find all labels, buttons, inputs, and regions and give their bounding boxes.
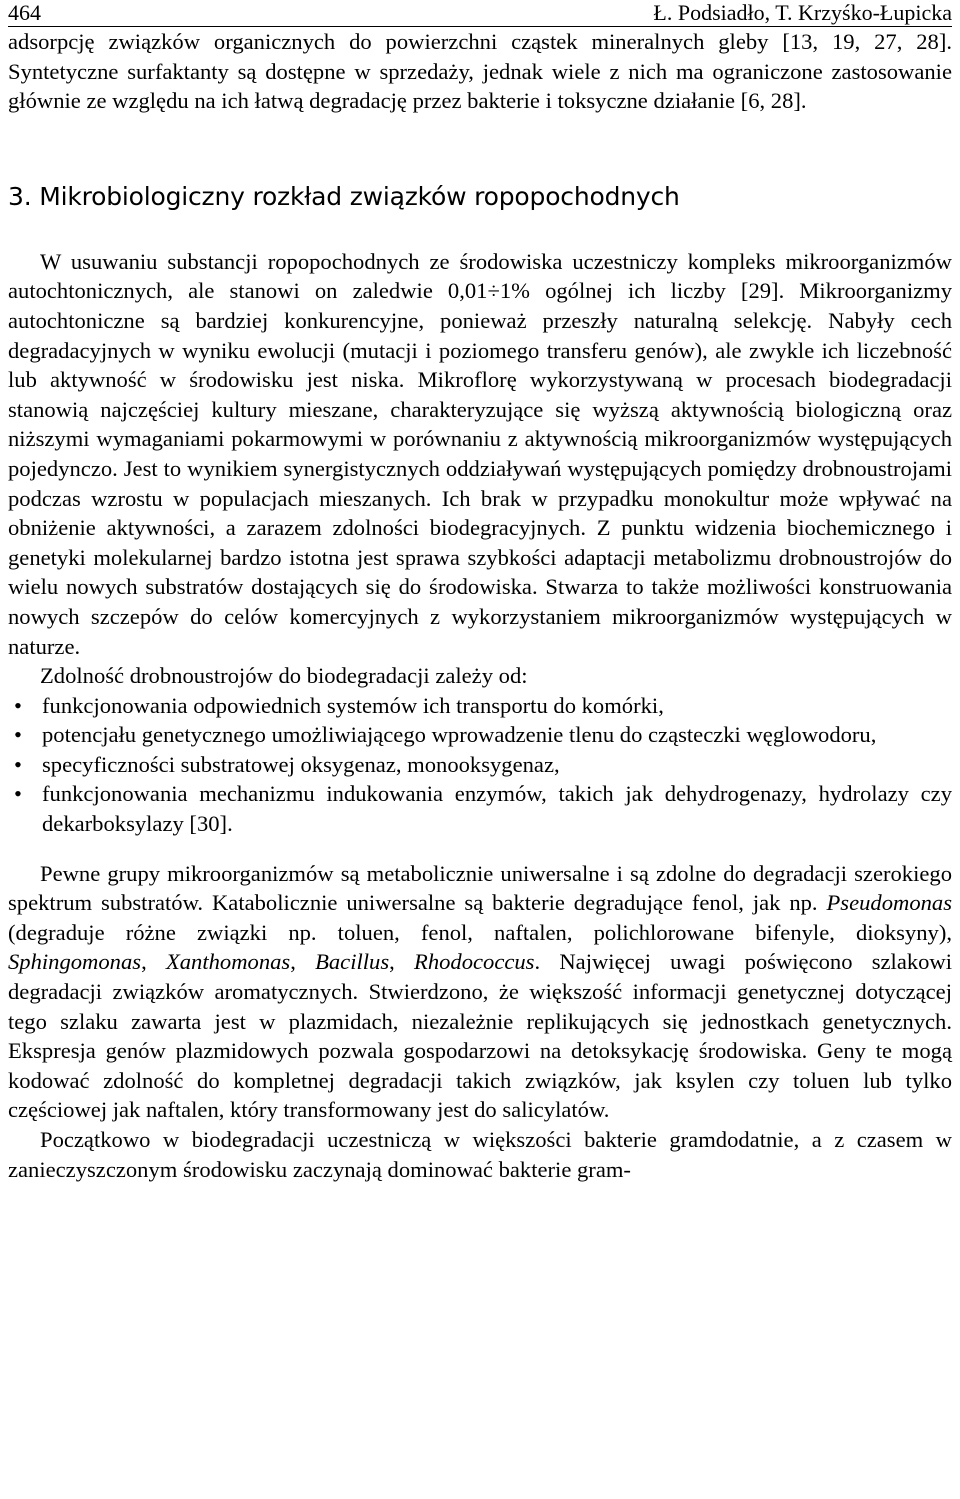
running-header-authors: Ł. Podsiadło, T. Krzyśko-Łupicka	[653, 0, 952, 25]
list-intro: Zdolność drobnoustrojów do biodegradacji zależy od:	[40, 663, 528, 689]
paragraph-2-text-1: Pewne grupy mikroorganizmów są metabolicznie uniwersalne i są zdolne do degradacji szerokiego spektrum substratów. Katabolicznie uniwersalne są bakterie degradujące fenol, jak np.	[8, 860, 952, 916]
list-item	[8, 750, 952, 780]
paragraph-2-text-4: ,	[290, 949, 316, 975]
page-number: 464	[8, 0, 41, 25]
section-paragraph-1: W usuwaniu substancji ropopochodnych ze środowiska uczestniczy kompleks mikroorganizmów autochtonicznych, ale stanowi on zaledwie 0,01÷1% ogólnej ich liczby [29]. Mikroorganizmy autochtoniczne są bardziej konkurencyjne, ponieważ przeszły naturalną selekcję. Nabyły cech degradacyjnych w wyniku ewolucji (mutacji i poziomego transferu genów), ale zwykle ich liczebność lub aktywność w środowisku jest niska. Mikroflorę wykorzystywaną w procesach biodegradacji stanowią najczęściej kultury mieszane, charakteryzujące się wyższą aktywnością biologiczną oraz niższymi wymaganiami pokarmowymi w porównaniu z aktywnością mikroorganizmów występujących pojedynczo. Jest to wynikiem synergistycznych oddziaływań występujących pomiędzy drobnoustrojami podczas wzrostu w populacjach mieszanych. Ich brak w przypadku monokultur może wpływać na obniżenie aktywności, a zarazem zdolności biodegracyjnych. Z punktu widzenia biochemicznego i genetyki molekularnej bardzo istotna jest sprawa szybkości adaptacji metabolizmu drobnoustrojów do wielu nowych substratów dostających się do środowiska. Stwarza to także możliwości konstruowania nowych szczepów do celów komercyjnych z wykorzystaniem mikroorganizmów występujących w naturze.	[8, 248, 952, 659]
section-paragraph-3: Początkowo w biodegradacji uczestniczą w większości bakterie gramdodatnie, a z czasem w zanieczyszczonym środowisku zaczynają dominować bakterie gram-	[8, 1127, 952, 1182]
bullet-icon: •	[14, 692, 22, 718]
list-item-text: specyficzności substratowej oksygenaz, monooksygenaz,	[42, 751, 560, 777]
paragraph-2-text-5: ,	[389, 949, 415, 975]
genus-sphingomonas: Sphingomonas	[8, 949, 142, 975]
list-item-text: funkcjonowania mechanizmu indukowania enzymów, takich jak dehydrogenazy, hydrolazy czy dekarboksylazy [30].	[42, 781, 952, 837]
list-item	[8, 779, 952, 838]
genus-rhodococcus: Rhodococcus	[414, 949, 535, 975]
bullet-icon: •	[14, 722, 22, 748]
genus-bacillus: Bacillus	[315, 949, 390, 975]
bullet-icon: •	[14, 781, 22, 807]
list-item	[8, 691, 952, 721]
list-item-text: funkcjonowania odpowiednich systemów ich transportu do komórki,	[42, 692, 664, 718]
document-page	[8, 0, 952, 1184]
paragraph-2-text-3: ,	[141, 949, 166, 975]
bullet-icon: •	[14, 751, 22, 777]
section-heading: 3. Mikrobiologiczny rozkład związków ropopochodnych	[8, 181, 680, 211]
list-item-text: potencjału genetycznego umożliwiającego wprowadzenie tlenu do cząsteczki węglowodoru,	[42, 722, 877, 748]
paragraph-2-text-6: . Najwięcej uwagi poświęcono szlakowi degradacji związków aromatycznych. Stwierdzono, że większość informacji genetycznej dotyczącej tego szlaku zawarta jest w plazmidach, niezależnie replikujących się jednostkach genetycznych. Ekspresja genów plazmidowych pozwala gospodarzowi na detoksykację środowiska. Geny te mogą kodować zdolność do kompletnej degradacji takich związków, jak ksylen czy toluen lub tylko częściowej jak naftalen, który transformowany jest do salicylatów.	[8, 949, 953, 1123]
paragraph-2-text-2: (degraduje różne związki np. toluen, fenol, naftalen, polichlorowane bifenyle, dioksyny),	[8, 919, 952, 945]
paragraph-top: adsorpcję związków organicznych do powierzchni cząstek mineralnych gleby [13, 19, 27, 28]. Syntetyczne surfaktanty są dostępne w sprzedaży, jednak wiele z nich ma ograniczone zastosowanie głównie ze względu na ich łatwą degradację przez bakterie i toksyczne działanie [6, 28].	[8, 29, 952, 114]
running-header	[8, 0, 952, 27]
bullet-list	[8, 691, 952, 839]
genus-pseudomonas: Pseudomonas	[826, 890, 952, 916]
genus-xanthomonas: Xanthomonas	[165, 949, 291, 975]
list-item	[8, 720, 952, 750]
section-paragraph-2	[8, 859, 952, 1125]
